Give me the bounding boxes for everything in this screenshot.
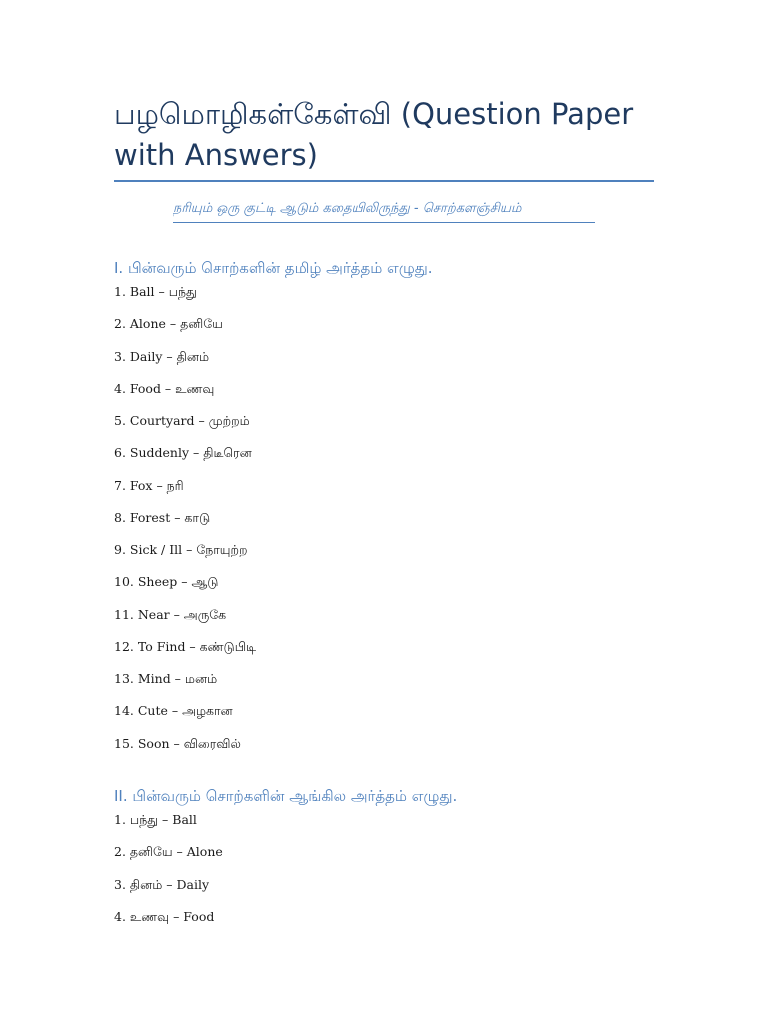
- section-1-heading: I. பின்வரும் சொற்களின் தமிழ் அர்த்தம் எழுது.: [114, 259, 433, 277]
- list-item: 1. பந்து – Ball: [114, 812, 197, 827]
- list-item: 12. To Find – கண்டுபிடி: [114, 638, 257, 654]
- list-item: 11. Near – அருகே: [114, 606, 227, 622]
- subtitle-divider: [173, 222, 595, 223]
- list-item: 7. Fox – நரி: [114, 477, 184, 493]
- list-item: 2. தனியே – Alone: [114, 844, 223, 860]
- list-item: 3. தினம் – Daily: [114, 876, 210, 892]
- list-item: 1. Ball – பந்து: [114, 284, 197, 299]
- list-item: 3. Daily – தினம்: [114, 348, 210, 364]
- list-item: 8. Forest – காடு: [114, 509, 211, 525]
- title-divider: [114, 180, 654, 182]
- section-2-list: [114, 812, 223, 941]
- section-1-list: [114, 284, 256, 768]
- document-subtitle: நரியும் ஒரு குட்டி ஆடும் கதையிலிருந்து - சொற்களஞ்சியம்: [173, 201, 522, 216]
- list-item: 9. Sick / Ill – நோயுற்ற: [114, 542, 248, 557]
- list-item: 6. Suddenly – திடீரென: [114, 445, 252, 461]
- list-item: 13. Mind – மனம்: [114, 671, 218, 686]
- list-item: 4. Food – உணவு: [114, 380, 215, 396]
- list-item: 14. Cute – அழகான: [114, 703, 233, 719]
- section-2-heading: II. பின்வரும் சொற்களின் ஆங்கில அர்த்தம் எழுது.: [114, 787, 458, 805]
- document-title: பழமொழிகள்கேள்வி (Question Paper with Answers): [114, 97, 634, 172]
- list-item: 4. உணவு – Food: [114, 908, 215, 924]
- list-item: 15. Soon – விரைவில்: [114, 735, 241, 751]
- list-item: 2. Alone – தனியே: [114, 316, 223, 332]
- list-item: 5. Courtyard – முற்றம்: [114, 413, 250, 428]
- list-item: 10. Sheep – ஆடு: [114, 574, 219, 590]
